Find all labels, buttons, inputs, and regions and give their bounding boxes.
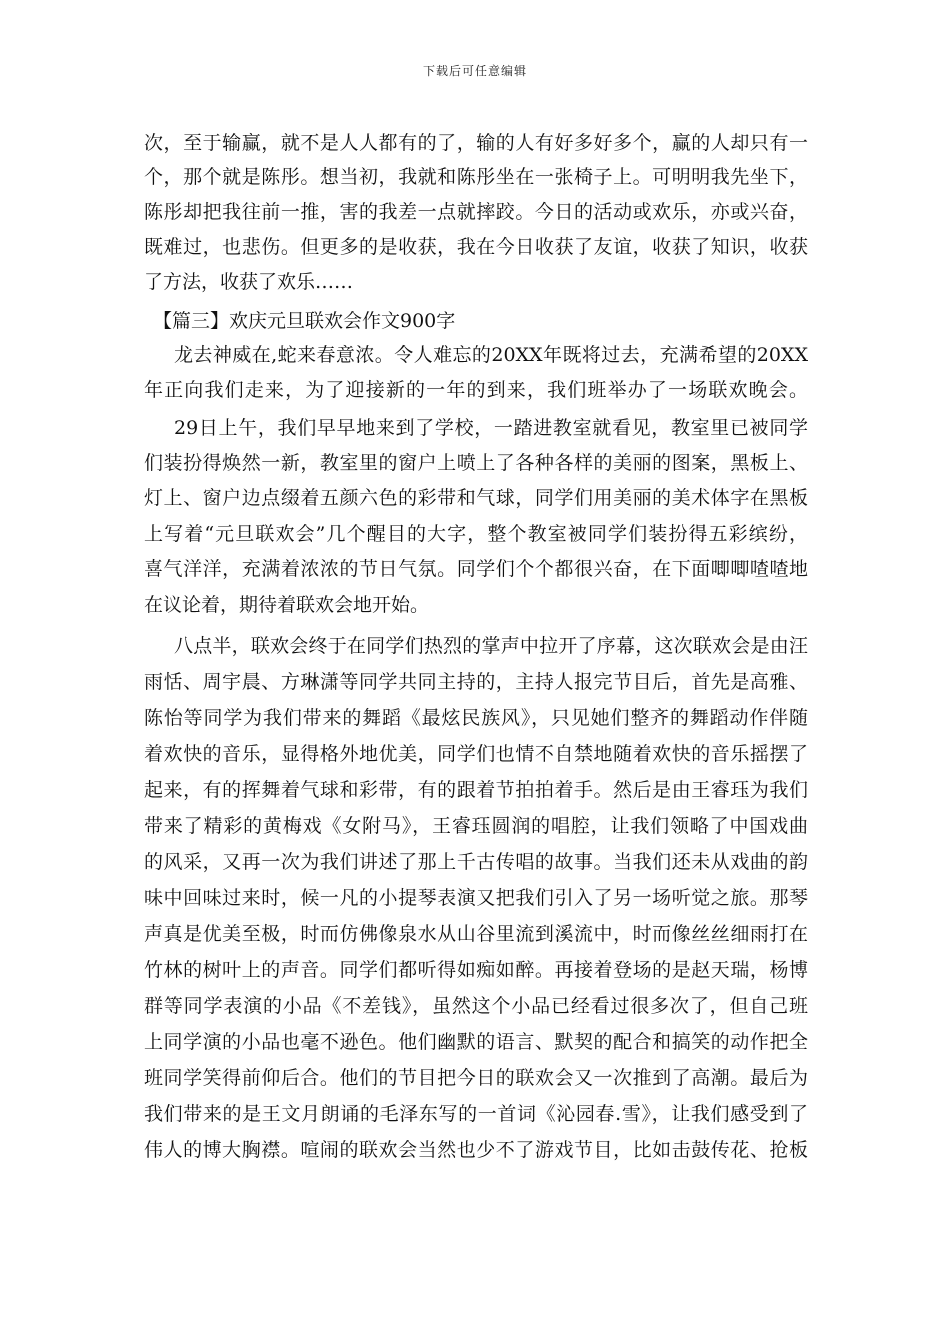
text-line: 了方法，收获了欢乐……	[144, 271, 354, 293]
text-line: 群等同学表演的小品《不差钱》，虽然这个小品已经看过很多次了，但自己班	[144, 995, 808, 1017]
text-line: 伟人的博大胸襟。喧闹的联欢会当然也少不了游戏节目，比如击鼓传花、抢板	[144, 1139, 808, 1161]
page-header: 下载后可任意编辑	[422, 64, 527, 78]
text-line: 陈彤却把我往前一推，害的我差一点就摔跤。今日的活动或欢乐，亦或兴奋，	[144, 201, 808, 223]
text-line: 上同学演的小品也毫不逊色。他们幽默的语言、默契的配合和搞笑的动作把全	[144, 1031, 808, 1053]
text-line: 喜气洋洋，充满着浓浓的节日气氛。同学们个个都很兴奋，在下面唧唧喳喳地	[144, 558, 808, 580]
text-line: 们装扮得焕然一新，教室里的窗户上喷上了各种各样的美丽的图案，黑板上、	[144, 452, 808, 474]
text-line: 着欢快的音乐，显得格外地优美，同学们也情不自禁地随着欢快的音乐摇摆了	[144, 743, 808, 765]
text-line: 我们带来的是王文月朗诵的毛泽东写的一首词《沁园春.雪》，让我们感受到了	[144, 1103, 808, 1125]
text-line: 个，那个就是陈彤。想当初，我就和陈彤坐在一张椅子上。可明明我先坐下，	[144, 166, 808, 188]
text-line: 的风采，又再一次为我们讲述了那上千古传唱的故事。当我们还未从戏曲的韵	[144, 851, 808, 873]
text-line: 八点半，联欢会终于在同学们热烈的掌声中拉开了序幕，这次联欢会是由汪	[174, 635, 808, 657]
text-line: 声真是优美至极，时而仿佛像泉水从山谷里流到溪流中，时而像丝丝细雨打在	[144, 923, 808, 945]
text-line: 起来，有的挥舞着气球和彩带，有的跟着节拍拍着手。然后是由王睿珏为我们	[144, 779, 808, 801]
text-line: 竹林的树叶上的声音。同学们都听得如痴如醉。再接着登场的是赵天瑞，杨博	[144, 959, 808, 981]
text-line: 班同学笑得前仰后合。他们的节目把今日的联欢会又一次推到了高潮。最后为	[144, 1067, 808, 1089]
text-line: 龙去神威在,蛇来春意浓。令人难忘的20XX年既将过去，充满希望的20XX	[174, 344, 808, 366]
text-line: 年正向我们走来，为了迎接新的一年的到来，我们班举办了一场联欢晚会。	[144, 379, 808, 401]
text-line: 在议论着，期待着联欢会地开始。	[144, 594, 430, 616]
text-line: 雨恬、周宇晨、方琳潇等同学共同主持的，主持人报完节目后，首先是高雅、	[144, 671, 808, 693]
text-line: 味中回味过来时，候一凡的小提琴表演又把我们引入了另一场听觉之旅。那琴	[144, 887, 808, 909]
text-line: 次，至于输赢，就不是人人都有的了，输的人有好多好多个，赢的人却只有一	[144, 132, 808, 154]
text-line: 既难过，也悲伤。但更多的是收获，我在今日收获了友谊，收获了知识，收获	[144, 236, 808, 258]
text-line: 灯上、窗户边点缀着五颜六色的彩带和气球，同学们用美丽的美术体字在黑板	[144, 487, 808, 509]
text-line: 上写着“元旦联欢会”几个醒目的大字，整个教室被同学们装扮得五彩缤纷，	[144, 523, 808, 545]
text-line: 陈怡等同学为我们带来的舞蹈《最炫民族风》，只见她们整齐的舞蹈动作伴随	[144, 707, 808, 729]
text-line: 带来了精彩的黄梅戏《女附马》，王睿珏圆润的唱腔，让我们领略了中国戏曲	[144, 815, 808, 837]
section-title: 【篇三】欢庆元旦联欢会作文900字	[153, 310, 456, 332]
text-line: 29日上午，我们早早地来到了学校，一踏进教室就看见，教室里已被同学	[174, 417, 808, 439]
